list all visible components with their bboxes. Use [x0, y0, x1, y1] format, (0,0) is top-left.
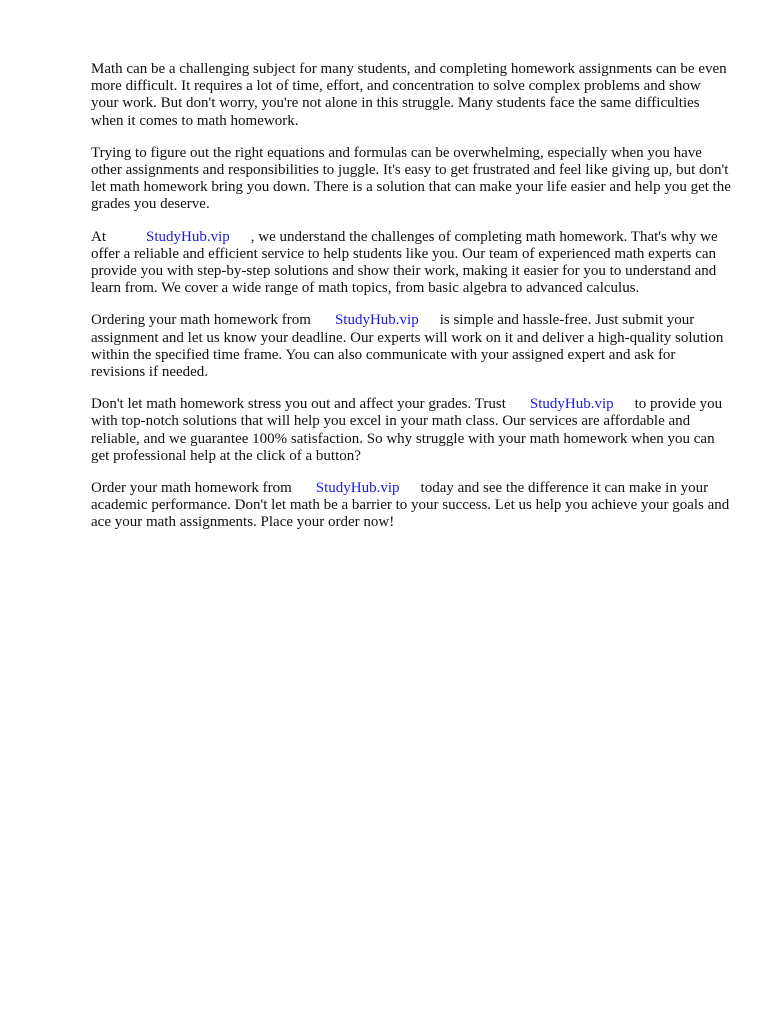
paragraph-text-after-link: is simple and hassle-free. Just submit your assignment and let us know your deadline. Our experts will work on it and deliver a high-quality solution within the specified time frame. You can also communicate with your assigned expert and ask for revisions if needed. — [91, 312, 724, 381]
paragraph-about-service — [91, 229, 731, 298]
paragraph-trust — [91, 396, 731, 465]
paragraph-text-before-link: Don't let math homework stress you out and affect your grades. Trust — [91, 396, 506, 413]
paragraph-text-after-link: today and see the difference it can make in your academic performance. Don't let math be a barrier to your success. Let us help you achieve your goals and ace your math assignments. Place your order now! — [91, 480, 730, 531]
paragraph-call-to-action — [91, 480, 731, 532]
paragraph-ordering — [91, 312, 731, 381]
paragraph-text-before-link: At — [91, 228, 106, 245]
paragraph-text-before-link: Order your math homework from — [91, 480, 292, 497]
document-body — [91, 61, 731, 547]
paragraph-text-after-link: , we understand the challenges of completing math homework. That's why we offer a reliable and efficient service to help students like you. Our team of experienced math experts can provide you with step-by-step solutions and show their work, making it easier for you to understand and learn from. We cover a wide range of math topics, from basic algebra to advanced calculus. — [91, 228, 718, 297]
paragraph-text-after-link: to provide you with top-notch solutions that will help you excel in your math class. Our services are affordable and reliable, and we guarantee 100% satisfaction. So why struggle with your math homework when you can get professional help at the click of a button? — [91, 396, 723, 464]
studyhub-link[interactable]: StudyHub.vip — [146, 228, 230, 245]
studyhub-link[interactable]: StudyHub.vip — [315, 480, 400, 497]
paragraph-challenges: Trying to figure out the right equations and formulas can be overwhelming, especially when you have other assignments and responsibilities to juggle. It's easy to get frustrated and feel like giving up, but don't let math homework bring you down. There is a solution that can make your life easier and help you get the grades you deserve. — [91, 144, 731, 213]
paragraph-intro: Math can be a challenging subject for many students, and completing homework assignments can be even more difficult. It requires a lot of time, effort, and concentration to solve complex problems and show your work. But don't worry, you're not alone in this struggle. Many students face the same difficulties when it comes to math homework. — [91, 61, 727, 129]
studyhub-link[interactable]: StudyHub.vip — [334, 312, 419, 329]
studyhub-link[interactable]: StudyHub.vip — [529, 396, 614, 413]
paragraph-text-before-link: Ordering your math homework from — [91, 312, 311, 329]
